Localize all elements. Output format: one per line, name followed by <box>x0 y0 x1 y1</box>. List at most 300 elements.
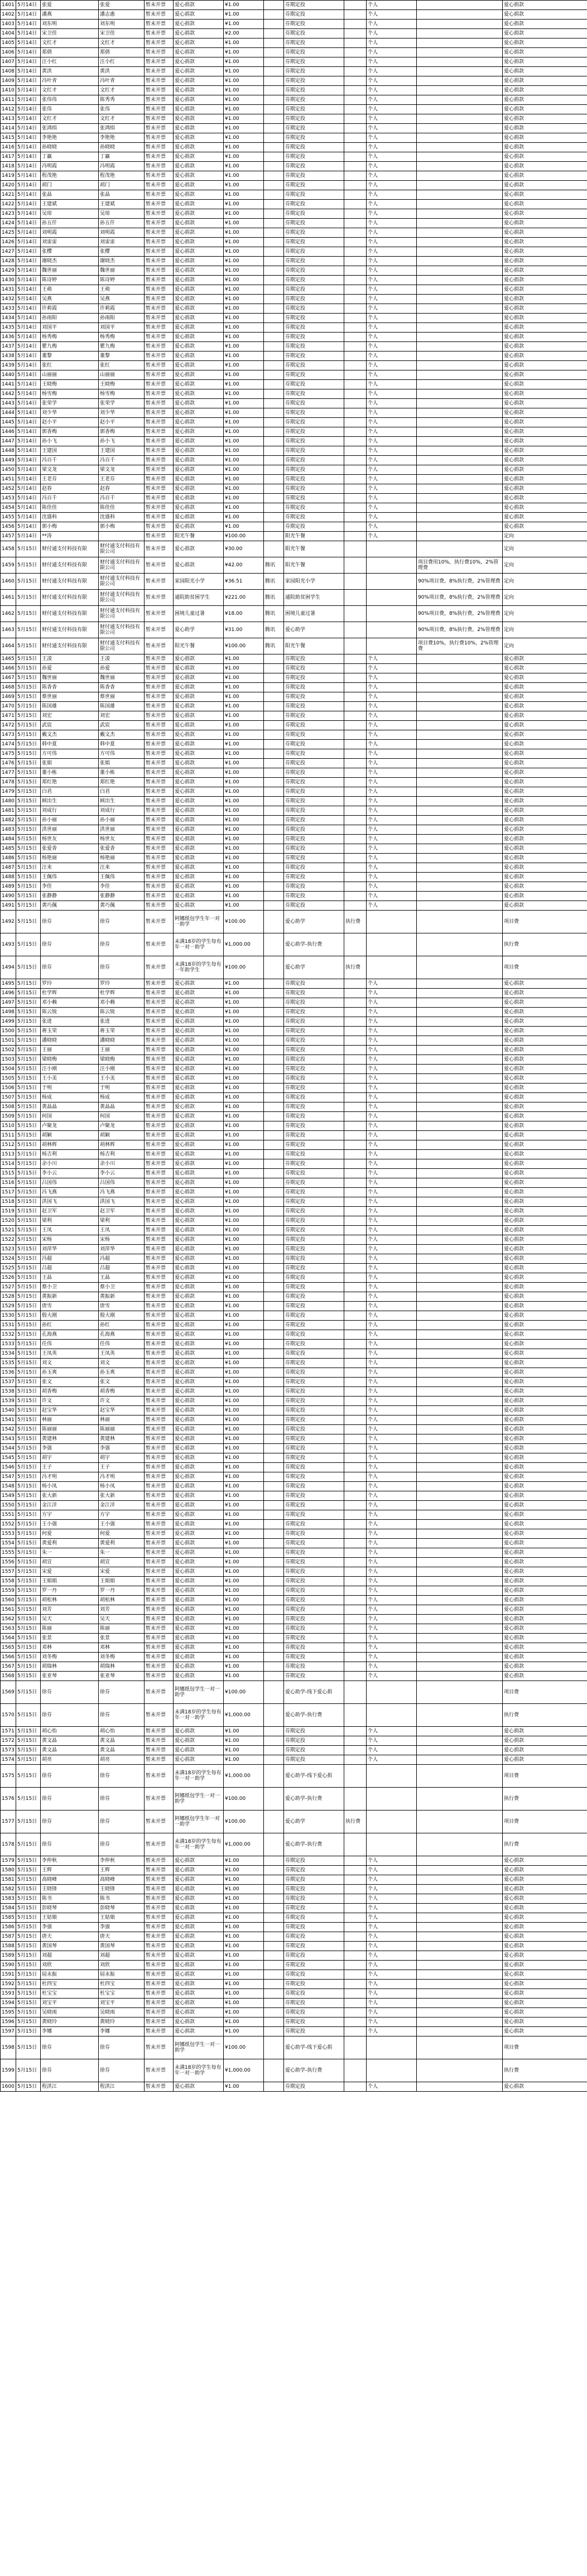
cell-payer: 金江洋 <box>99 1501 145 1510</box>
cell-note-1 <box>344 979 367 989</box>
cell-platform <box>264 1923 284 1932</box>
cell-amount: ¥1.00 <box>224 825 264 835</box>
cell-note-3 <box>417 380 503 389</box>
cell-date: 5月15日 <box>16 1074 41 1084</box>
table-row <box>1 522 587 532</box>
cell-date: 5月15日 <box>16 1951 41 1961</box>
cell-invoice-status: 暂未开票 <box>145 361 174 370</box>
cell-project: 芬期定投 <box>284 1425 344 1434</box>
cell-recipient-category: 爱心捐款 <box>503 484 587 494</box>
cell-project: 芬期定投 <box>284 1397 344 1406</box>
cell-note-2: 个人 <box>367 1178 417 1188</box>
cell-row-number: 1416 <box>1 143 16 152</box>
cell-purpose: 爱心捐款 <box>174 721 224 730</box>
cell-note-3 <box>417 503 503 513</box>
cell-date: 5月15日 <box>16 1330 41 1340</box>
cell-project: 芬期定投 <box>284 1273 344 1283</box>
cell-project: 芬期定投 <box>284 692 344 702</box>
cell-project: 芬期定投 <box>284 1472 344 1482</box>
cell-note-2: 个人 <box>367 2018 417 2027</box>
cell-row-number: 1452 <box>1 484 16 494</box>
cell-recipient-category: 爱心捐款 <box>503 1520 587 1529</box>
cell-project: 芬期定投 <box>284 1501 344 1510</box>
cell-recipient-category: 爱心捐款 <box>503 219 587 228</box>
cell-project: 芬期定投 <box>284 484 344 494</box>
table-row <box>1 456 587 465</box>
table-row <box>1 2027 587 2036</box>
cell-donor: 丁赢 <box>41 152 99 162</box>
cell-donor: 刘国平 <box>41 323 99 333</box>
cell-date: 5月15日 <box>16 1368 41 1378</box>
cell-project: 芬期定投 <box>284 816 344 825</box>
cell-date: 5月14日 <box>16 494 41 503</box>
cell-note-2: 个人 <box>367 323 417 333</box>
cell-amount: ¥1.00 <box>224 1491 264 1501</box>
cell-platform <box>264 446 284 456</box>
table-row <box>1 1681 587 1704</box>
cell-date: 5月15日 <box>16 2008 41 2018</box>
table-row <box>1 1727 587 1736</box>
cell-amount: ¥1.00 <box>224 1235 264 1245</box>
cell-payer: 冯飞燕 <box>99 1188 145 1197</box>
cell-invoice-status: 暂未开票 <box>145 1359 174 1368</box>
cell-platform <box>264 740 284 749</box>
cell-amount: ¥1.00 <box>224 1359 264 1368</box>
cell-donor: 任伟 <box>41 1340 99 1349</box>
cell-project: 爱心助学-执行费 <box>284 933 344 956</box>
cell-donor: 刘超 <box>41 1951 99 1961</box>
cell-purpose: 爱心捐款 <box>174 1961 224 1970</box>
cell-platform <box>264 465 284 475</box>
cell-donor: 陈佳佳 <box>41 503 99 513</box>
cell-platform <box>264 1634 284 1643</box>
cell-amount: ¥1.00 <box>224 1746 264 1755</box>
cell-note-1: 执行费 <box>344 911 367 933</box>
cell-purpose: 爱心捐款 <box>174 1942 224 1951</box>
cell-invoice-status: 暂未开票 <box>145 1923 174 1932</box>
cell-date: 5月15日 <box>16 1577 41 1586</box>
cell-note-3 <box>417 1387 503 1397</box>
cell-row-number: 1489 <box>1 882 16 892</box>
cell-platform <box>264 1567 284 1577</box>
cell-recipient-category: 爱心捐款 <box>503 503 587 513</box>
cell-note-3 <box>417 513 503 522</box>
cell-payer: 徐芬 <box>99 1788 145 1811</box>
cell-date: 5月15日 <box>16 2027 41 2036</box>
cell-donor: 孙雨阳 <box>41 314 99 323</box>
cell-donor: 沈盛科 <box>41 513 99 522</box>
table-row <box>1 1913 587 1923</box>
cell-invoice-status: 暂未开票 <box>145 998 174 1008</box>
cell-note-1 <box>344 1904 367 1913</box>
cell-project: 芬期定投 <box>284 664 344 673</box>
cell-date: 5月14日 <box>16 190 41 200</box>
cell-note-1 <box>344 1736 367 1746</box>
cell-amount: ¥1.00 <box>224 2082 264 2092</box>
cell-recipient-category: 爱心捐款 <box>503 1378 587 1387</box>
table-row <box>1 541 587 557</box>
cell-payer: 戴文杰 <box>99 730 145 740</box>
cell-note-3 <box>417 1755 503 1765</box>
cell-note-2 <box>367 590 417 606</box>
cell-row-number: 1543 <box>1 1434 16 1444</box>
table-row <box>1 513 587 522</box>
cell-note-1 <box>344 768 367 778</box>
cell-donor: 汪来 <box>41 863 99 873</box>
cell-invoice-status: 暂未开票 <box>145 1539 174 1548</box>
cell-row-number: 1440 <box>1 370 16 380</box>
cell-purpose: 爱心捐款 <box>174 1415 224 1425</box>
cell-note-1 <box>344 622 367 638</box>
cell-platform <box>264 892 284 901</box>
cell-date: 5月15日 <box>16 901 41 911</box>
cell-project: 爱心助学 <box>284 956 344 979</box>
cell-project: 爱心助学-执行费 <box>284 2059 344 2082</box>
cell-platform <box>264 1548 284 1558</box>
cell-recipient-category: 爱心捐款 <box>503 1856 587 1866</box>
cell-donor: 陈书 <box>41 1894 99 1904</box>
cell-project: 芬期定投 <box>284 152 344 162</box>
cell-row-number: 1498 <box>1 1008 16 1017</box>
cell-row-number: 1435 <box>1 323 16 333</box>
cell-invoice-status: 暂未开票 <box>145 1207 174 1216</box>
cell-note-2: 个人 <box>367 1755 417 1765</box>
cell-note-2: 个人 <box>367 1140 417 1150</box>
cell-payer: 蔡世丽 <box>99 692 145 702</box>
cell-platform <box>264 1596 284 1605</box>
cell-recipient-category: 爱心捐款 <box>503 48 587 57</box>
cell-purpose: 通院助贫困学生 <box>174 590 224 606</box>
cell-purpose: 爱心捐款 <box>174 901 224 911</box>
cell-donor: 徐芬 <box>41 1681 99 1704</box>
cell-note-1: 执行费 <box>344 956 367 979</box>
cell-payer: 黄巧佩 <box>99 901 145 911</box>
cell-note-2: 个人 <box>367 1292 417 1302</box>
cell-payer: 徐芬 <box>99 1833 145 1856</box>
cell-note-3 <box>417 1131 503 1140</box>
cell-amount: ¥1.00 <box>224 844 264 854</box>
cell-payer: 黄洪 <box>99 67 145 76</box>
cell-payer: 胡香梅 <box>99 1387 145 1397</box>
table-row <box>1 1415 587 1425</box>
cell-note-1 <box>344 1378 367 1387</box>
cell-row-number: 1457 <box>1 532 16 541</box>
cell-date: 5月14日 <box>16 513 41 522</box>
cell-platform <box>264 247 284 257</box>
cell-platform <box>264 361 284 370</box>
cell-amount: ¥1.00 <box>224 1121 264 1131</box>
cell-platform <box>264 10 284 20</box>
cell-note-3 <box>417 1472 503 1482</box>
cell-invoice-status: 暂未开票 <box>145 1586 174 1596</box>
cell-platform <box>264 1368 284 1378</box>
cell-date: 5月14日 <box>16 427 41 437</box>
cell-amount: ¥1.00 <box>224 10 264 20</box>
cell-amount: ¥1.00 <box>224 1904 264 1913</box>
cell-note-1 <box>344 408 367 418</box>
cell-row-number: 1465 <box>1 654 16 664</box>
cell-invoice-status: 暂未开票 <box>145 1406 174 1415</box>
cell-recipient-category: 爱心捐款 <box>503 740 587 749</box>
cell-payer: 刘东明 <box>99 20 145 29</box>
cell-note-1 <box>344 1302 367 1311</box>
cell-purpose: 爱心捐款 <box>174 1008 224 1017</box>
cell-row-number: 1551 <box>1 1510 16 1520</box>
cell-recipient-category: 爱心捐款 <box>503 1653 587 1662</box>
cell-note-1 <box>344 352 367 361</box>
cell-payer: 陈丽 <box>99 1624 145 1634</box>
cell-invoice-status: 暂未开票 <box>145 219 174 228</box>
cell-platform <box>264 711 284 721</box>
cell-payer: 徐芬 <box>99 911 145 933</box>
cell-row-number: 1579 <box>1 1856 16 1866</box>
cell-note-1 <box>344 2008 367 2018</box>
cell-note-2: 个人 <box>367 1463 417 1472</box>
table-row <box>1 933 587 956</box>
table-row <box>1 901 587 911</box>
cell-row-number: 1508 <box>1 1102 16 1112</box>
cell-payer: 孙爱 <box>99 664 145 673</box>
cell-note-2: 个人 <box>367 1 417 10</box>
cell-note-3 <box>417 1226 503 1235</box>
cell-date: 5月15日 <box>16 863 41 873</box>
cell-project: 芬期定投 <box>284 389 344 399</box>
cell-note-2: 个人 <box>367 1415 417 1425</box>
cell-note-1 <box>344 238 367 247</box>
cell-note-3 <box>417 1197 503 1207</box>
cell-note-1 <box>344 844 367 854</box>
cell-recipient-category: 爱心捐款 <box>503 370 587 380</box>
cell-invoice-status: 暂未开票 <box>145 711 174 721</box>
cell-date: 5月15日 <box>16 1999 41 2008</box>
table-row <box>1 1662 587 1672</box>
cell-note-3 <box>417 759 503 768</box>
cell-recipient-category: 爱心捐款 <box>503 1643 587 1653</box>
cell-project: 通院助贫困学生 <box>284 590 344 606</box>
cell-donor: 蔡世丽 <box>41 692 99 702</box>
cell-donor: 王子 <box>41 1463 99 1472</box>
cell-platform <box>264 1074 284 1084</box>
cell-donor: 梁利 <box>41 1216 99 1226</box>
cell-date: 5月15日 <box>16 2059 41 2082</box>
cell-invoice-status: 暂未开票 <box>145 1875 174 1885</box>
cell-project: 芬期定投 <box>284 1368 344 1378</box>
cell-platform <box>264 399 284 408</box>
cell-purpose: 爱心捐款 <box>174 105 224 114</box>
cell-note-1 <box>344 541 367 557</box>
cell-row-number: 1589 <box>1 1951 16 1961</box>
cell-platform <box>264 1159 284 1169</box>
cell-payer: 胡心怡 <box>99 1727 145 1736</box>
cell-purpose: 爱心捐款 <box>174 664 224 673</box>
cell-date: 5月15日 <box>16 1273 41 1283</box>
cell-note-2: 个人 <box>367 1330 417 1340</box>
cell-invoice-status: 暂未开票 <box>145 1368 174 1378</box>
cell-row-number: 1424 <box>1 219 16 228</box>
cell-row-number: 1540 <box>1 1406 16 1415</box>
cell-project: 芬期定投 <box>284 133 344 143</box>
cell-platform <box>264 503 284 513</box>
table-row <box>1 114 587 124</box>
cell-note-3 <box>417 1501 503 1510</box>
cell-recipient-category: 爱心捐款 <box>503 1501 587 1510</box>
cell-note-3 <box>417 956 503 979</box>
cell-note-2: 个人 <box>367 76 417 86</box>
cell-note-1 <box>344 304 367 314</box>
cell-platform <box>264 1643 284 1653</box>
cell-row-number: 1580 <box>1 1866 16 1875</box>
cell-project: 芬期定投 <box>284 105 344 114</box>
table-row <box>1 638 587 654</box>
cell-amount: ¥1.00 <box>224 2027 264 2036</box>
cell-invoice-status: 暂未开票 <box>145 67 174 76</box>
cell-note-2: 个人 <box>367 1746 417 1755</box>
cell-note-2: 个人 <box>367 342 417 352</box>
cell-note-3 <box>417 475 503 484</box>
cell-date: 5月15日 <box>16 1102 41 1112</box>
cell-note-2: 个人 <box>367 1065 417 1074</box>
table-row <box>1 1188 587 1197</box>
cell-note-2: 个人 <box>367 892 417 901</box>
cell-date: 5月15日 <box>16 816 41 825</box>
cell-date: 5月15日 <box>16 911 41 933</box>
cell-note-3 <box>417 1 503 10</box>
cell-purpose: 爱心捐款 <box>174 1913 224 1923</box>
cell-donor: 王建斌 <box>41 200 99 209</box>
cell-date: 5月15日 <box>16 1245 41 1254</box>
cell-donor: 冯百千 <box>41 494 99 503</box>
cell-recipient-category: 爱心捐款 <box>503 1548 587 1558</box>
cell-note-2: 个人 <box>367 1586 417 1596</box>
cell-note-2: 个人 <box>367 314 417 323</box>
cell-note-3 <box>417 1866 503 1875</box>
cell-date: 5月15日 <box>16 1913 41 1923</box>
cell-invoice-status: 暂未开票 <box>145 673 174 683</box>
cell-note-2: 个人 <box>367 48 417 57</box>
cell-note-1 <box>344 1425 367 1434</box>
cell-platform <box>264 2008 284 2018</box>
cell-invoice-status: 暂未开票 <box>145 1397 174 1406</box>
cell-note-2: 个人 <box>367 998 417 1008</box>
cell-donor: 蔡小卫 <box>41 1283 99 1292</box>
cell-amount: ¥1.00 <box>224 1283 264 1292</box>
cell-row-number: 1574 <box>1 1755 16 1765</box>
cell-invoice-status: 暂未开票 <box>145 2036 174 2059</box>
cell-note-3 <box>417 1245 503 1254</box>
cell-note-1 <box>344 522 367 532</box>
cell-platform <box>264 105 284 114</box>
cell-note-2 <box>367 2036 417 2059</box>
cell-note-2: 个人 <box>367 1453 417 1463</box>
cell-note-1 <box>344 342 367 352</box>
cell-platform <box>264 1169 284 1178</box>
cell-note-3 <box>417 863 503 873</box>
cell-payer: 潘志惠 <box>99 10 145 20</box>
cell-date: 5月15日 <box>16 1539 41 1548</box>
cell-invoice-status: 暂未开票 <box>145 1074 174 1084</box>
cell-amount: ¥1.00 <box>224 854 264 863</box>
cell-donor: 吴晓雨 <box>41 2008 99 2018</box>
table-row <box>1 1586 587 1596</box>
cell-note-3 <box>417 1875 503 1885</box>
cell-purpose: 爱心捐款 <box>174 1027 224 1036</box>
table-row <box>1 1904 587 1913</box>
cell-payer: 谢晓杰 <box>99 257 145 266</box>
cell-amount: ¥1.00 <box>224 522 264 532</box>
cell-project: 芬期定投 <box>284 654 344 664</box>
cell-note-3 <box>417 171 503 181</box>
cell-purpose: 爱心捐款 <box>174 816 224 825</box>
cell-payer: 何国 <box>99 1112 145 1121</box>
cell-invoice-status: 暂未开票 <box>145 114 174 124</box>
cell-project: 芬期定投 <box>284 787 344 797</box>
table-row <box>1 1235 587 1245</box>
cell-donor: 梁文龙 <box>41 465 99 475</box>
cell-note-3 <box>417 389 503 399</box>
cell-note-3 <box>417 1415 503 1425</box>
cell-note-3 <box>417 806 503 816</box>
cell-payer: 吴晓雨 <box>99 2008 145 2018</box>
cell-payer: 财付通支付科技有限公司 <box>99 574 145 590</box>
cell-donor: 王建国 <box>41 446 99 456</box>
cell-recipient-category: 爱心捐款 <box>503 1131 587 1140</box>
cell-note-3 <box>417 1140 503 1150</box>
cell-note-3 <box>417 1746 503 1755</box>
cell-row-number: 1488 <box>1 873 16 882</box>
cell-invoice-status: 暂未开票 <box>145 276 174 285</box>
cell-note-1 <box>344 1017 367 1027</box>
cell-note-2: 个人 <box>367 380 417 389</box>
cell-row-number: 1443 <box>1 399 16 408</box>
cell-payer: 陈佳佳 <box>99 503 145 513</box>
cell-platform <box>264 408 284 418</box>
cell-recipient-category: 定向 <box>503 606 587 622</box>
cell-note-3 <box>417 1008 503 1017</box>
cell-recipient-category: 爱心捐款 <box>503 1980 587 1989</box>
cell-invoice-status: 暂未开票 <box>145 1245 174 1254</box>
cell-date: 5月15日 <box>16 844 41 854</box>
cell-donor: 董小栋 <box>41 768 99 778</box>
table-row <box>1 257 587 266</box>
cell-donor: 孔海燕 <box>41 1330 99 1340</box>
cell-note-3 <box>417 295 503 304</box>
cell-recipient-category: 爱心捐款 <box>503 190 587 200</box>
cell-row-number: 1550 <box>1 1501 16 1510</box>
cell-note-3 <box>417 1520 503 1529</box>
cell-platform <box>264 1989 284 1999</box>
cell-note-1 <box>344 1330 367 1340</box>
cell-amount: ¥1.00 <box>224 209 264 219</box>
table-row <box>1 911 587 933</box>
cell-project: 芬期定投 <box>284 1216 344 1226</box>
cell-purpose: 爱心捐款 <box>174 1980 224 1989</box>
cell-amount: ¥1.00 <box>224 1178 264 1188</box>
cell-date: 5月15日 <box>16 1501 41 1510</box>
cell-platform <box>264 989 284 998</box>
cell-platform <box>264 1131 284 1140</box>
cell-note-1 <box>344 1932 367 1942</box>
cell-platform <box>264 1397 284 1406</box>
cell-invoice-status: 暂未开票 <box>145 86 174 95</box>
cell-donor: 邓小赖 <box>41 998 99 1008</box>
cell-payer: 徐芬 <box>99 2036 145 2059</box>
cell-donor: 刘宝平 <box>41 1999 99 2008</box>
cell-donor: 魏世丽 <box>41 673 99 683</box>
cell-payer: 胡林辉 <box>99 1140 145 1150</box>
cell-amount: ¥1.00 <box>224 276 264 285</box>
cell-note-3 <box>417 721 503 730</box>
cell-recipient-category: 爱心捐款 <box>503 333 587 342</box>
